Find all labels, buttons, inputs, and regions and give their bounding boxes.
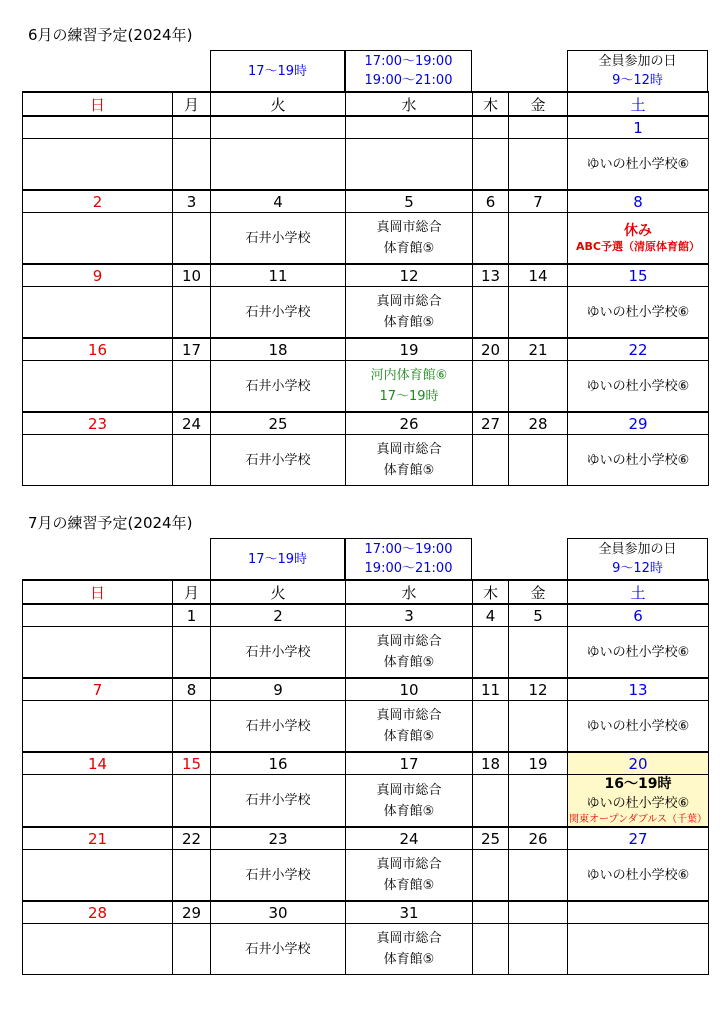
weekday-wed: 水 (346, 92, 473, 116)
calendar-table (22, 91, 709, 486)
date-fri: 19 (509, 752, 568, 775)
week-event-row (23, 850, 709, 902)
wednesday-time-1: 17:00～19:00 (364, 542, 453, 557)
weekday-mon: 月 (173, 92, 211, 116)
event-tue (211, 213, 346, 265)
date-sat (568, 901, 709, 924)
event-fri (509, 627, 568, 679)
week-date-row (23, 901, 709, 924)
date-thu: 20 (473, 338, 509, 361)
date-tue: 18 (211, 338, 346, 361)
date-thu: 18 (473, 752, 509, 775)
event-mon (173, 627, 211, 679)
event-tue (211, 627, 346, 679)
event-sat (568, 213, 709, 265)
weekday-sat: 土 (568, 580, 709, 604)
date-thu (473, 901, 509, 924)
date-sat: 13 (568, 678, 709, 701)
event-line: ゆいの杜小学校⑥ (586, 156, 690, 172)
event-line: 石井小学校 (245, 867, 311, 883)
week-date-row (23, 827, 709, 850)
event-wed (346, 627, 473, 679)
week-event-row (23, 627, 709, 679)
event-thu (473, 627, 509, 679)
date-wed: 3 (346, 604, 473, 627)
date-sun: 9 (23, 264, 173, 287)
event-fri (509, 435, 568, 486)
weekday-tue: 火 (211, 92, 346, 116)
event-tue (211, 287, 346, 339)
date-sat: 1 (568, 116, 709, 139)
date-tue: 4 (211, 190, 346, 213)
wednesday-time-2: 19:00～21:00 (364, 561, 453, 576)
date-wed: 5 (346, 190, 473, 213)
date-sun: 23 (23, 412, 173, 435)
event-fri (509, 361, 568, 413)
event-line: ゆいの杜小学校⑥ (586, 378, 690, 394)
date-sat: 8 (568, 190, 709, 213)
event-line: 真岡市総合 (376, 708, 442, 723)
week-date-row (23, 678, 709, 701)
event-line: 体育館⑤ (383, 463, 435, 478)
date-fri: 7 (509, 190, 568, 213)
event-line: 体育館⑤ (383, 952, 435, 967)
event-line: 石井小学校 (245, 452, 311, 468)
date-sun: 7 (23, 678, 173, 701)
event-line: 石井小学校 (245, 793, 311, 808)
date-wed: 12 (346, 264, 473, 287)
date-sun (23, 116, 173, 139)
special-venue: ゆいの杜小学校⑥ (586, 796, 690, 811)
weekday-thu: 木 (473, 580, 509, 604)
event-mon (173, 361, 211, 413)
rest-label: 休み (624, 223, 652, 239)
date-mon (173, 116, 211, 139)
event-sun (23, 287, 173, 339)
date-fri: 5 (509, 604, 568, 627)
date-sun: 21 (23, 827, 173, 850)
date-fri (509, 116, 568, 139)
event-line: ゆいの杜小学校⑥ (586, 304, 690, 320)
date-sun: 14 (23, 752, 173, 775)
tuesday-time-box (210, 538, 345, 580)
week-date-row (23, 752, 709, 775)
weekday-fri: 金 (509, 580, 568, 604)
date-fri: 14 (509, 264, 568, 287)
event-sat (568, 287, 709, 339)
date-tue: 11 (211, 264, 346, 287)
event-line: 体育館⑤ (383, 729, 435, 744)
event-line: 体育館⑤ (383, 241, 435, 256)
event-sat (568, 627, 709, 679)
weekday-sun: 日 (23, 580, 173, 604)
event-thu (473, 850, 509, 902)
saturday-info-label: 全員参加の日 (598, 542, 677, 557)
event-sun (23, 627, 173, 679)
event-line: 真岡市総合 (376, 931, 442, 946)
event-tue (211, 924, 346, 975)
week-date-row (23, 412, 709, 435)
event-wed (346, 701, 473, 753)
event-thu (473, 775, 509, 828)
date-mon: 15 (173, 752, 211, 775)
week-event-row (23, 924, 709, 975)
date-wed: 26 (346, 412, 473, 435)
event-sun (23, 361, 173, 413)
event-line: ゆいの杜小学校⑥ (586, 867, 690, 883)
event-line: 真岡市総合 (376, 782, 442, 798)
wednesday-time-box (345, 50, 472, 92)
date-thu: 11 (473, 678, 509, 701)
date-mon: 1 (173, 604, 211, 627)
date-thu (473, 116, 509, 139)
event-sun (23, 775, 173, 828)
event-wed (346, 287, 473, 339)
event-fri (509, 701, 568, 753)
date-mon: 22 (173, 827, 211, 850)
date-sat: 29 (568, 412, 709, 435)
event-sun (23, 213, 173, 265)
event-fri (509, 775, 568, 828)
week-event-row (23, 139, 709, 191)
date-sat: 6 (568, 604, 709, 627)
event-tue (211, 701, 346, 753)
date-sun: 28 (23, 901, 173, 924)
event-wed (346, 775, 473, 828)
date-sun: 16 (23, 338, 173, 361)
week-date-row (23, 190, 709, 213)
event-tue (211, 139, 346, 191)
event-line: 河内体育館⑥ (370, 368, 448, 383)
event-wed (346, 435, 473, 486)
event-line: 体育館⑤ (383, 878, 435, 893)
event-sun (23, 701, 173, 753)
event-sat (568, 701, 709, 753)
event-line: 真岡市総合 (376, 634, 442, 649)
date-sat: 15 (568, 264, 709, 287)
event-mon (173, 287, 211, 339)
date-thu: 25 (473, 827, 509, 850)
event-tue (211, 361, 346, 413)
event-fri (509, 850, 568, 902)
date-sun: 2 (23, 190, 173, 213)
wednesday-time-1: 17:00～19:00 (364, 54, 453, 69)
date-wed: 17 (346, 752, 473, 775)
week-event-row (23, 775, 709, 828)
date-wed: 24 (346, 827, 473, 850)
date-fri: 21 (509, 338, 568, 361)
event-sat (568, 435, 709, 486)
week-event-row (23, 435, 709, 486)
month-title: 6月の練習予定(2024年) (28, 26, 193, 44)
wednesday-time-box (345, 538, 472, 580)
tuesday-time-box (210, 50, 345, 92)
event-fri (509, 139, 568, 191)
event-thu (473, 435, 509, 486)
event-mon (173, 213, 211, 265)
calendar-table (22, 579, 709, 975)
event-line: 石井小学校 (245, 304, 311, 320)
event-thu (473, 924, 509, 975)
event-wed (346, 850, 473, 902)
event-line: 石井小学校 (245, 378, 311, 394)
date-tue: 2 (211, 604, 346, 627)
week-event-row (23, 701, 709, 753)
date-wed: 10 (346, 678, 473, 701)
event-wed (346, 361, 473, 413)
date-mon: 17 (173, 338, 211, 361)
event-line: 真岡市総合 (376, 857, 442, 872)
date-fri (509, 901, 568, 924)
weekday-header-row (23, 580, 709, 604)
tuesday-time: 17～19時 (247, 63, 308, 79)
date-mon: 3 (173, 190, 211, 213)
date-wed: 31 (346, 901, 473, 924)
week-date-row (23, 338, 709, 361)
event-wed (346, 213, 473, 265)
event-line: 17～19時 (379, 389, 439, 404)
saturday-info-time: 9～12時 (612, 561, 663, 576)
tuesday-time: 17～19時 (247, 551, 308, 567)
event-tue (211, 850, 346, 902)
event-line: ゆいの杜小学校⑥ (586, 718, 690, 734)
date-thu: 6 (473, 190, 509, 213)
event-line: ゆいの杜小学校⑥ (586, 644, 690, 660)
event-mon (173, 701, 211, 753)
event-line: 真岡市総合 (376, 294, 442, 309)
event-line: 体育館⑤ (383, 803, 435, 819)
week-event-row (23, 361, 709, 413)
event-wed (346, 139, 473, 191)
weekday-wed: 水 (346, 580, 473, 604)
event-line: 真岡市総合 (376, 442, 442, 457)
event-mon (173, 850, 211, 902)
date-fri: 28 (509, 412, 568, 435)
date-tue: 30 (211, 901, 346, 924)
week-date-row (23, 604, 709, 627)
saturday-info-time: 9～12時 (612, 73, 663, 88)
date-wed: 19 (346, 338, 473, 361)
event-tue (211, 775, 346, 828)
event-line: ゆいの杜小学校⑥ (586, 452, 690, 468)
weekday-thu: 木 (473, 92, 509, 116)
weekday-mon: 月 (173, 580, 211, 604)
event-mon (173, 139, 211, 191)
event-thu (473, 287, 509, 339)
weekday-sat: 土 (568, 92, 709, 116)
event-sat (568, 775, 709, 828)
date-tue: 16 (211, 752, 346, 775)
event-line: 真岡市総合 (376, 220, 442, 235)
special-note: 関東オープンダブルス（千葉） (569, 814, 707, 825)
date-mon: 10 (173, 264, 211, 287)
event-wed (346, 924, 473, 975)
event-sun (23, 139, 173, 191)
saturday-info-box (567, 538, 708, 580)
event-sat (568, 850, 709, 902)
week-event-row (23, 213, 709, 265)
event-sun (23, 435, 173, 486)
date-mon: 8 (173, 678, 211, 701)
event-mon (173, 775, 211, 828)
event-line: 体育館⑤ (383, 655, 435, 670)
event-line: 体育館⑤ (383, 315, 435, 330)
date-tue: 9 (211, 678, 346, 701)
date-fri: 12 (509, 678, 568, 701)
event-thu (473, 361, 509, 413)
special-time: 16～19時 (604, 776, 672, 792)
event-line: 石井小学校 (245, 644, 311, 660)
weekday-tue: 火 (211, 580, 346, 604)
event-fri (509, 287, 568, 339)
saturday-info-label: 全員参加の日 (598, 54, 677, 69)
event-sat (568, 139, 709, 191)
date-mon: 29 (173, 901, 211, 924)
date-sat: 22 (568, 338, 709, 361)
week-date-row (23, 116, 709, 139)
date-fri: 26 (509, 827, 568, 850)
event-thu (473, 213, 509, 265)
event-line: 石井小学校 (245, 941, 311, 957)
event-line: 石井小学校 (245, 230, 311, 246)
event-line: 石井小学校 (245, 718, 311, 734)
rest-note: ABC予選（清原体育館） (576, 240, 700, 253)
weekday-sun: 日 (23, 92, 173, 116)
date-mon: 24 (173, 412, 211, 435)
date-wed (346, 116, 473, 139)
date-tue (211, 116, 346, 139)
date-thu: 13 (473, 264, 509, 287)
date-thu: 27 (473, 412, 509, 435)
event-sat (568, 361, 709, 413)
event-mon (173, 435, 211, 486)
date-tue: 23 (211, 827, 346, 850)
event-mon (173, 924, 211, 975)
event-fri (509, 924, 568, 975)
event-tue (211, 435, 346, 486)
event-thu (473, 701, 509, 753)
weekday-fri: 金 (509, 92, 568, 116)
date-sat: 20 (568, 752, 709, 775)
month-title: 7月の練習予定(2024年) (28, 514, 193, 532)
date-sun (23, 604, 173, 627)
week-event-row (23, 287, 709, 339)
saturday-info-box (567, 50, 708, 92)
event-thu (473, 139, 509, 191)
date-sat: 27 (568, 827, 709, 850)
event-sat (568, 924, 709, 975)
date-tue: 25 (211, 412, 346, 435)
event-sun (23, 850, 173, 902)
event-sun (23, 924, 173, 975)
wednesday-time-2: 19:00～21:00 (364, 73, 453, 88)
event-fri (509, 213, 568, 265)
date-thu: 4 (473, 604, 509, 627)
week-date-row (23, 264, 709, 287)
weekday-header-row (23, 92, 709, 116)
